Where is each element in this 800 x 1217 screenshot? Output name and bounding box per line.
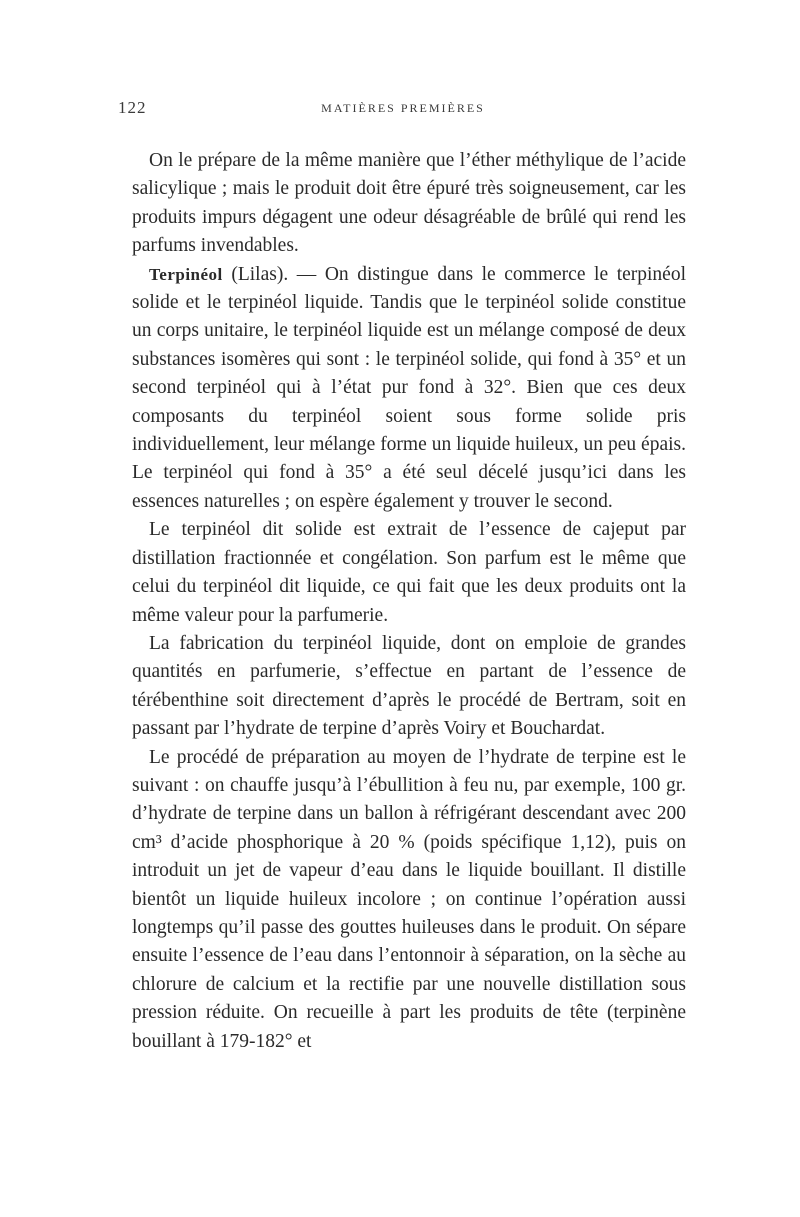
paragraph-terpineol-text: (Lilas). — On distingue dans le commerce le terpinéol solide et le terpinéol liquide. Tandis que le terpinéol solide constitue un corps unitaire, le terpinéol liquide est un mélange composé de deux substances isomères qui sont : le terpinéol solide, qui fond à 35° et un second terpinéol qui à l’état pur fond à 32°. Bien que ces deux composants du terpinéol soient sous forme solide pris individuellement, leur mélange forme un liquide huileux, un peu épais. Le terpinéol qui fond à 35° a été seul décelé jusqu’ici dans les essences naturelles ; on espère également y trouver le second. [132,263,686,512]
body-text [132,147,686,1056]
running-head: MATIÈRES PREMIÈRES [321,101,485,115]
page-number: 122 [118,98,147,117]
paragraph-preparation-process: Le procédé de préparation au moyen de l’hydrate de terpine est le suivant : on chauffe jusqu’à l’ébullition à feu nu, par exemple, 100 gr. d’hydrate de terpine dans un ballon à réfrigérant descendant avec 200 cm³ d’acide phosphorique à 20 % (poids spécifique 1,12), puis on introduit un jet de vapeur d’eau dans le liquide bouillant. Il distille bientôt un liquide huileux incolore ; on continue l’opération aussi longtemps qu’il passe des gouttes huileuses dans le produit. On sépare ensuite l’essence de l’eau dans l’entonnoir à séparation, on la sèche au chlorure de calcium et la rectifie par une nouvelle distillation sous pression réduite. On recueille à part les produits de tête (terpinène bouillant à 179-182° et [132,746,686,1052]
page-header [118,98,688,122]
paragraph-solid-terpineol: Le terpinéol dit solide est extrait de l’essence de cajeput par distillation fractionnée et congélation. Son parfum est le même que celui du terpinéol dit liquide, ce qui fait que les deux produits ont la même valeur pour la parfumerie. [132,519,686,626]
paragraph-liquid-terpineol: La fabrication du terpinéol liquide, dont on emploie de grandes quantités en parfumerie, s’effectue en partant de l’essence de térébenthine soit directement d’après le procédé de Bertram, soit en passant par l’hydrate de terpine d’après Voiry et Bouchardat. [132,632,686,740]
paragraph-terpineol [132,261,686,517]
paragraph-methyl-ether: On le prépare de la même manière que l’éther méthylique de l’acide salicylique ; mais le produit doit être épuré très soigneusement, car les produits impurs dégagent une odeur désagréable de brûlé qui rend les parfums invendables. [132,150,686,257]
term-terpineol: Terpinéol [149,264,223,284]
